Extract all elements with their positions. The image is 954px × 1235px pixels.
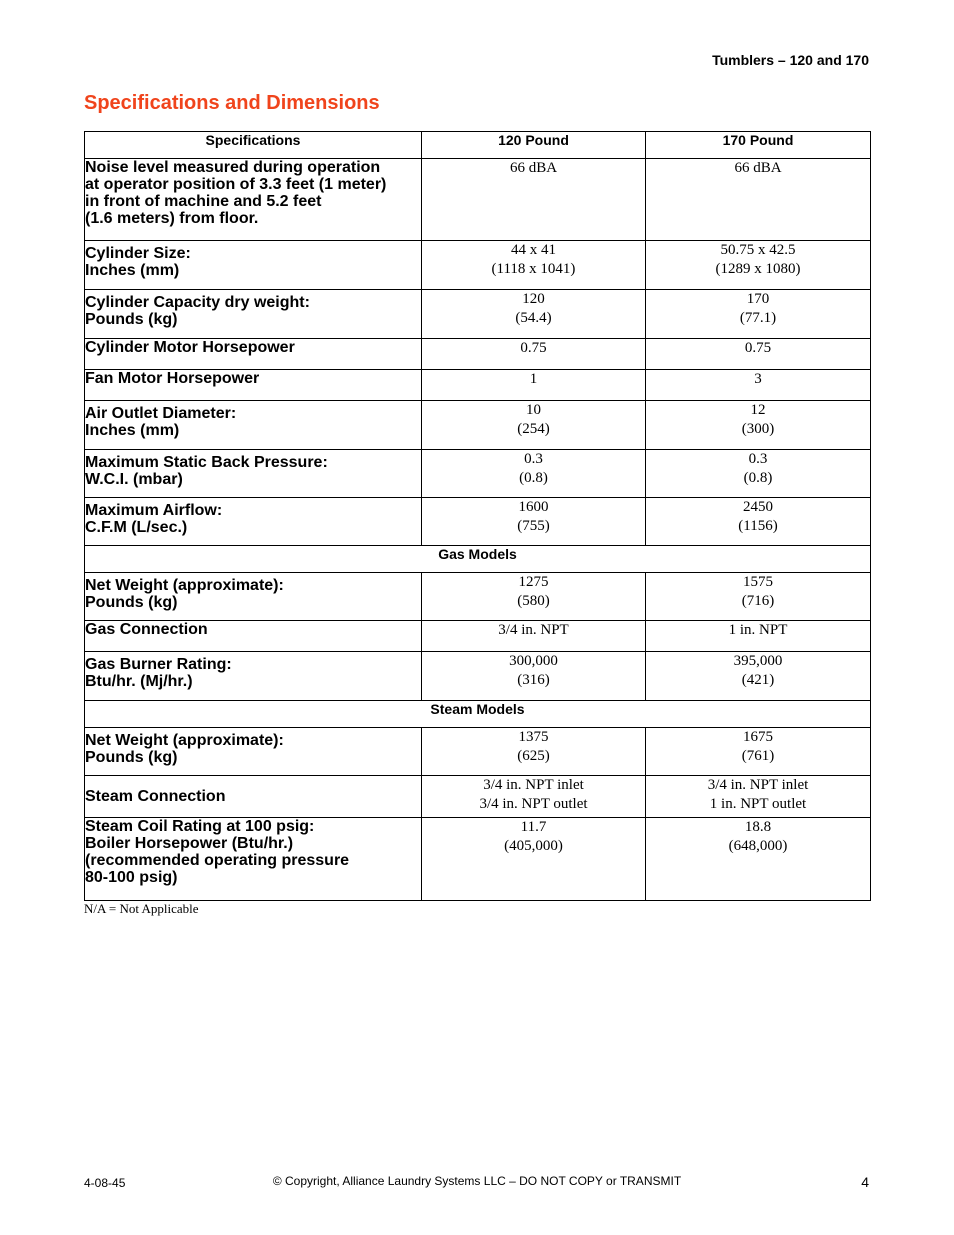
page-number: 4	[861, 1174, 869, 1190]
value-170: 2450 (1156)	[646, 498, 871, 546]
value-120: 10 (254)	[422, 401, 646, 450]
row-label: Gas Connection	[85, 621, 422, 652]
table-footnote: N/A = Not Applicable	[84, 901, 199, 916]
value-170: 1575 (716)	[646, 573, 871, 621]
table-row	[85, 401, 871, 450]
value-120: 1	[422, 370, 646, 401]
row-label: Maximum Static Back Pressure: W.C.I. (mbar)	[85, 450, 422, 498]
row-label: Air Outlet Diameter: Inches (mm)	[85, 401, 422, 450]
value-120: 44 x 41 (1118 x 1041)	[422, 241, 646, 290]
value-170: 170 (77.1)	[646, 290, 871, 339]
value-170: 0.3 (0.8)	[646, 450, 871, 498]
value-170: 3	[646, 370, 871, 401]
table-row	[85, 728, 871, 776]
value-170: 3/4 in. NPT inlet 1 in. NPT outlet	[646, 776, 871, 818]
table-row	[85, 818, 871, 901]
table-row	[85, 621, 871, 652]
section-title: Specifications and Dimensions	[84, 92, 380, 114]
row-label: Net Weight (approximate): Pounds (kg)	[85, 573, 422, 621]
section-row-steam-models	[85, 701, 871, 728]
table-row	[85, 290, 871, 339]
section-row-gas-models	[85, 546, 871, 573]
table-header-row	[85, 132, 871, 159]
column-header-170-pound: 170 Pound	[646, 132, 871, 159]
value-170: 0.75	[646, 339, 871, 370]
row-label: Cylinder Motor Horsepower	[85, 339, 422, 370]
document-title: Tumblers – 120 and 170	[712, 52, 869, 68]
value-120: 11.7 (405,000)	[422, 818, 646, 901]
table-row	[85, 370, 871, 401]
section-heading-gas-models: Gas Models	[85, 546, 871, 573]
row-label: Cylinder Size: Inches (mm)	[85, 241, 422, 290]
value-120: 0.3 (0.8)	[422, 450, 646, 498]
value-170: 1675 (761)	[646, 728, 871, 776]
value-170: 66 dBA	[646, 159, 871, 241]
row-label: Noise level measured during operation at operator position of 3.3 feet (1 meter) in front of machine and 5.2 feet (1.6 meters) from floor.	[85, 159, 422, 241]
value-170: 395,000 (421)	[646, 652, 871, 701]
value-170: 12 (300)	[646, 401, 871, 450]
section-heading-steam-models: Steam Models	[85, 701, 871, 728]
table-row	[85, 498, 871, 546]
specifications-table	[84, 131, 871, 901]
value-120: 3/4 in. NPT	[422, 621, 646, 652]
row-label: Gas Burner Rating: Btu/hr. (Mj/hr.)	[85, 652, 422, 701]
column-header-specifications: Specifications	[85, 132, 422, 159]
table-row	[85, 339, 871, 370]
column-header-120-pound: 120 Pound	[422, 132, 646, 159]
table-row	[85, 652, 871, 701]
value-120: 66 dBA	[422, 159, 646, 241]
value-170: 18.8 (648,000)	[646, 818, 871, 901]
table-row	[85, 573, 871, 621]
value-120: 1375 (625)	[422, 728, 646, 776]
value-120: 120 (54.4)	[422, 290, 646, 339]
row-label: Net Weight (approximate): Pounds (kg)	[85, 728, 422, 776]
row-label: Fan Motor Horsepower	[85, 370, 422, 401]
value-120: 300,000 (316)	[422, 652, 646, 701]
value-120: 0.75	[422, 339, 646, 370]
value-120: 1275 (580)	[422, 573, 646, 621]
row-label: Maximum Airflow: C.F.M (L/sec.)	[85, 498, 422, 546]
row-label: Steam Coil Rating at 100 psig: Boiler Horsepower (Btu/hr.) (recommended operating pressure 80-100 psig)	[85, 818, 422, 901]
value-120: 3/4 in. NPT inlet 3/4 in. NPT outlet	[422, 776, 646, 818]
table-row	[85, 241, 871, 290]
row-label: Steam Connection	[85, 776, 422, 818]
table-row	[85, 450, 871, 498]
value-120: 1600 (755)	[422, 498, 646, 546]
document-number: 4-08-45	[84, 1176, 126, 1190]
table-row	[85, 159, 871, 241]
row-label: Cylinder Capacity dry weight: Pounds (kg)	[85, 290, 422, 339]
table-row	[85, 776, 871, 818]
value-170: 50.75 x 42.5 (1289 x 1080)	[646, 241, 871, 290]
copyright-notice: © Copyright, Alliance Laundry Systems LLC – DO NOT COPY or TRANSMIT	[272, 1174, 682, 1188]
value-170: 1 in. NPT	[646, 621, 871, 652]
